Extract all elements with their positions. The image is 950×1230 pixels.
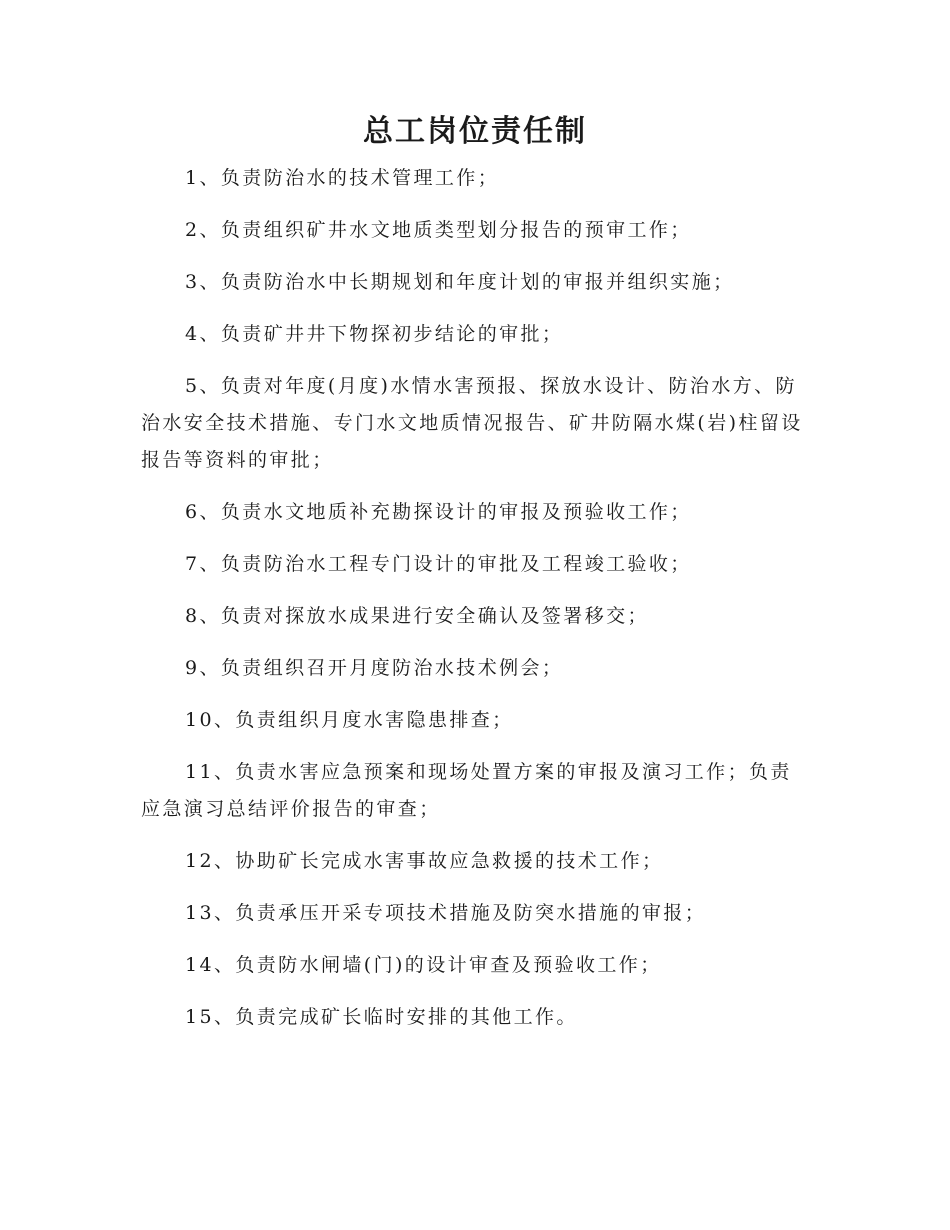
duty-item-4: 4、负责矿井井下物探初步结论的审批； [185,323,564,345]
duty-item-1: 1、负责防治水的技术管理工作； [185,167,500,189]
duty-item-10: 10、负责组织月度水害隐患排查； [185,709,514,731]
duty-item-13: 13、负责承压开采专项技术措施及防突水措施的审报； [185,902,707,924]
duty-item-11: 11、负责水害应急预案和现场处置方案的审报及演习工作；负责应急演习总结评价报告的审查； [141,761,792,820]
duty-item-8: 8、负责对探放水成果进行安全确认及签署移交； [185,605,649,627]
document-body [141,160,809,1051]
document-title: 总工岗位责任制 [363,114,587,149]
duty-item-9: 9、负责组织召开月度防治水技术例会； [185,657,564,679]
duty-item-7: 7、负责防治水工程专门设计的审批及工程竣工验收； [185,553,692,575]
duty-item-3: 3、负责防治水中长期规划和年度计划的审报并组织实施； [185,271,735,293]
duty-item-6: 6、负责水文地质补充勘探设计的审报及预验收工作； [185,501,692,523]
duty-item-15: 15、负责完成矿长临时安排的其他工作。 [185,1006,578,1028]
duty-item-14: 14、负责防水闸墙(门)的设计审查及预验收工作； [185,954,662,976]
duty-item-5: 5、负责对年度(月度)水情水害预报、探放水设计、防治水方、防治水安全技术措施、专门水文地质情况报告、矿井防隔水煤(岩)柱留设报告等资料的审批； [141,375,803,471]
duty-item-12: 12、协助矿长完成水害事故应急救援的技术工作； [185,850,664,872]
duty-item-2: 2、负责组织矿井水文地质类型划分报告的预审工作； [185,219,692,241]
